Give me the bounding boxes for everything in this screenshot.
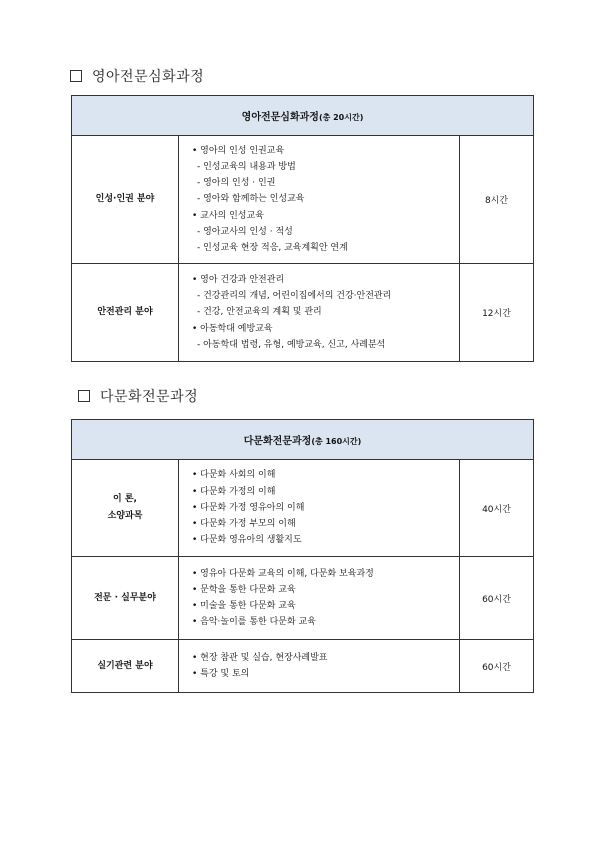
list-item: • 다문화 가정 부모의 이해	[192, 516, 453, 532]
table-header-total: (총 160시간)	[311, 437, 362, 446]
list-item: • 영유아 다문화 교육의 이해, 다문화 보육과정	[192, 566, 453, 582]
checkbox-square-icon	[70, 70, 82, 82]
table-header-row	[72, 96, 534, 136]
list-item: - 아동학대 법령, 유형, 예방교육, 신고, 사례분석	[192, 337, 453, 353]
checkbox-square-icon	[78, 390, 90, 402]
list-item: - 영아의 인성 · 인권	[192, 175, 453, 191]
section-title-text: 영아전문심화과정	[92, 69, 205, 85]
content-cell	[179, 136, 460, 264]
table-row	[72, 640, 534, 693]
list-item: • 다문화 사회의 이해	[192, 467, 453, 483]
category-label: 소양과목	[107, 511, 143, 521]
table-row	[72, 136, 534, 264]
list-item: • 다문화 영유아의 생활지도	[192, 532, 453, 548]
list-item: - 건강관리의 개념, 어린이집에서의 건강·안전관리	[192, 288, 453, 304]
list-item: • 음악·놀이를 통한 다문화 교육	[192, 614, 453, 630]
hours-cell: 40시간	[460, 460, 534, 557]
list-item: - 인성교육 현장 적응, 교육계획안 연계	[192, 240, 453, 256]
table-header	[72, 96, 534, 136]
hours-cell: 60시간	[460, 557, 534, 640]
table-row	[72, 557, 534, 640]
category-label: 실기관련 분야	[97, 660, 153, 671]
list-item: • 영아의 인성 인권교육	[192, 143, 453, 159]
category-label: 이 론,	[113, 494, 137, 504]
category-cell	[72, 460, 179, 557]
list-item: - 영아교사의 인성 · 적성	[192, 224, 453, 240]
table-header-row	[72, 420, 534, 460]
list-item: - 인성교육의 내용과 방법	[192, 159, 453, 175]
table-header-title: 다문화전문과정	[243, 436, 312, 447]
category-cell	[72, 264, 179, 362]
list-item: • 현장 참관 및 실습, 현장사례발표	[192, 650, 453, 666]
table-header	[72, 420, 534, 460]
hours-cell: 12시간	[460, 264, 534, 362]
list-item: • 아동학대 예방교육	[192, 321, 453, 337]
category-cell	[72, 136, 179, 264]
category-cell	[72, 557, 179, 640]
list-item: - 건강, 안전교육의 계획 및 관리	[192, 304, 453, 320]
list-item: • 다문화 가정의 이해	[192, 484, 453, 500]
course-table-multicultural	[71, 419, 534, 693]
section-title-text: 다문화전문과정	[100, 389, 199, 405]
table-header-title: 영아전문심화과정	[241, 112, 319, 123]
content-cell	[179, 640, 460, 693]
category-label: 안전관리 분야	[97, 307, 153, 317]
table-row	[72, 264, 534, 362]
hours-cell: 8시간	[460, 136, 534, 264]
list-item: • 영아 건강과 안전관리	[192, 272, 453, 288]
content-cell	[179, 264, 460, 362]
list-item: - 영아와 함께하는 인성교육	[192, 191, 453, 207]
list-item: • 다문화 가정 영유아의 이해	[192, 500, 453, 516]
list-item: • 교사의 인성교육	[192, 208, 453, 224]
section-title-infant	[70, 66, 204, 86]
category-label: 전문 · 실무분야	[94, 592, 156, 603]
list-item: • 특강 및 토의	[192, 666, 453, 682]
category-cell	[72, 640, 179, 693]
content-cell	[179, 460, 460, 557]
course-table-infant	[71, 95, 534, 362]
list-item: • 미술을 통한 다문화 교육	[192, 598, 453, 614]
content-cell	[179, 557, 460, 640]
category-label: 인성·인권 분야	[95, 194, 155, 204]
list-item: • 문학을 통한 다문화 교육	[192, 582, 453, 598]
table-header-total: (총 20시간)	[318, 113, 364, 122]
section-title-multicultural	[78, 386, 198, 406]
hours-cell: 60시간	[460, 640, 534, 693]
table-row	[72, 460, 534, 557]
